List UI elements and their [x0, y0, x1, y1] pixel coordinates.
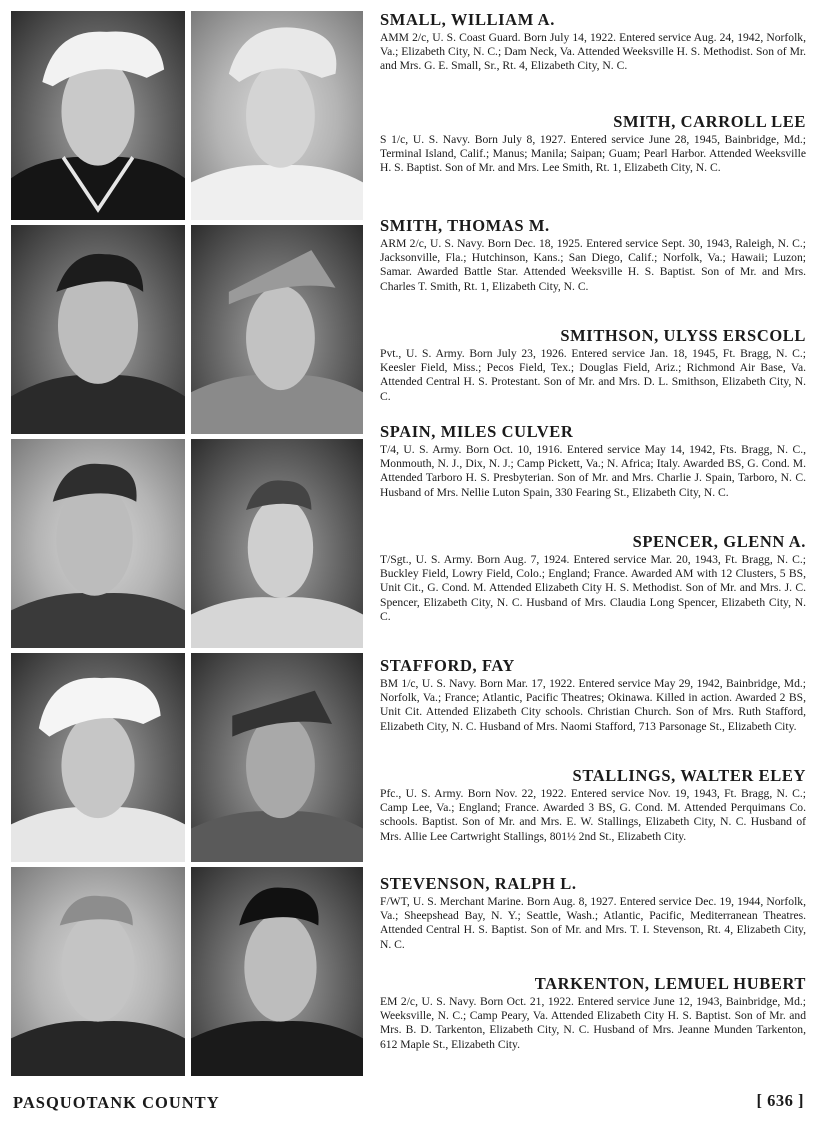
entry-spain-miles: [380, 422, 806, 532]
county-footer: PASQUOTANK COUNTY: [13, 1093, 220, 1112]
page-number: [ 636 ]: [756, 1091, 804, 1110]
entry-name: STEVENSON, RALPH L.: [380, 874, 577, 893]
entry-name: STAFFORD, FAY: [380, 656, 515, 675]
entry-stevenson-ralph: [380, 874, 806, 974]
photo-grid: [11, 11, 363, 1079]
entry-bio: S 1/c, U. S. Navy. Born July 8, 1927. Entered service June 28, 1945, Bainbridge, Md.; Terminal Island, Calif.; Manus; Manila; Saipan; Guam; Pearl Harbor. Attended Weeksville H. S. Baptist. Son of Mr. and Mrs. Lee Smith, Rt. 1, Elizabeth City, N. C.: [380, 133, 806, 175]
entry-bio: EM 2/c, U. S. Navy. Born Oct. 21, 1922. Entered service June 12, 1943, Bainbridge, Md.; Weeksville, N. C.; Camp Peary, Va. Attended Elizabeth City H. S. Baptist. Son of Mr. and Mrs. B. D. Tarkenton, Elizabeth City, N. C. Husband of Mrs. Jeanne Munden Tarkenton, 612 Maple St., Elizabeth City.: [380, 995, 806, 1051]
entry-small-william: [380, 10, 806, 112]
entry-bio: T/Sgt., U. S. Army. Born Aug. 7, 1924. Entered service Mar. 20, 1943, Ft. Bragg, N. C.; Buckley Field, Lowry Field, Colo.; England; France. Awarded AM with 12 Clusters, 5 BS, Unit Cit., G. Cond. M. Attended Elizabeth City H. S. Methodist. Son of Mr. and Mrs. J. C. Spencer, Elizabeth City, N. C. Husband of Mrs. Claudia Long Spencer, Elizabeth City, N. C.: [380, 553, 806, 623]
entry-bio: Pfc., U. S. Army. Born Nov. 22, 1922. Entered service Nov. 19, 1943, Ft. Bragg, N. C.; Camp Lee, Va.; England; France. Awarded 3 BS, G. Cond. M. Attended Perquimans Co. schools. Baptist. Son of Mr. and Mrs. E. W. Stallings, Elizabeth City, N. C. Husband of Mrs. Allie Lee Cartwright Stallings, 801½ 2nd St., Elizabeth City.: [380, 787, 806, 843]
portrait-photo-smith-thomas: [11, 225, 185, 434]
entry-smithson-ulyss: [380, 326, 806, 422]
entry-bio: T/4, U. S. Army. Born Oct. 10, 1916. Entered service May 14, 1942, Fts. Bragg, N. C., Monmouth, N. J., Dix, N. J.; Camp Pickett, Va.; N. Africa; Italy. Awarded BS, G. Cond. M. Attended Tarboro H. S. Presbyterian. Son of Mr. and Mrs. Charlie J. Spain, Tarboro, N. C. Husband of Mrs. Nellie Luton Spain, 330 Fearing St., Elizabeth City, N. C.: [380, 443, 806, 499]
portrait-photo-stevenson-ralph: [11, 867, 185, 1076]
portrait-photo-smith-carroll: [191, 11, 363, 220]
entry-smith-thomas: [380, 216, 806, 326]
entry-bio: ARM 2/c, U. S. Navy. Born Dec. 18, 1925. Entered service Sept. 30, 1943, Raleigh, N. C.; Jacksonville, Fla.; Hutchinson, Kans.; San Diego, Calif.; Norfolk, Va.; Hawaii; Luzon; Samar. Awarded Battle Star. Attended Weeksville H. S. Baptist. Son of Mr. and Mrs. Charles T. Smith, Rt. 1, Elizabeth City, N. C.: [380, 237, 806, 293]
entry-tarkenton-lemuel: [380, 974, 806, 1052]
portrait-photo-spencer-glenn: [191, 439, 363, 648]
entry-bio: Pvt., U. S. Army. Born July 23, 1926. Entered service Jan. 18, 1945, Ft. Bragg, N. C.; Keesler Field, Miss.; Pecos Field, Tex.; Douglas Field, Ariz.; Richmond Air Base, Va. Attended Central H. S. Protestant. Son of Mr. and Mrs. D. L. Smithson, Elizabeth City, N. C.: [380, 347, 806, 403]
entry-stallings-walter: [380, 766, 806, 874]
portrait-photo-stallings-walter: [191, 653, 363, 862]
entry-name: SPAIN, MILES CULVER: [380, 422, 574, 441]
portrait-photo-small-william: [11, 11, 185, 220]
portrait-photo-spain-miles: [11, 439, 185, 648]
entry-bio: BM 1/c, U. S. Navy. Born Mar. 17, 1922. Entered service May 29, 1942, Bainbridge, Md.; Norfolk, Va.; France; Atlantic, Pacific Theatres; Okinawa. Killed in action. Awarded 2 BS, Unit Cit. Attended Elizabeth City schools. Christian Church. Son of Mrs. Ruth Stafford, Elizabeth City, N. C. Husband of Mrs. Naomi Stafford, 713 Parsonage St., Elizabeth City.: [380, 677, 806, 733]
entry-name: SMALL, WILLIAM A.: [380, 10, 555, 29]
portrait-photo-tarkenton-lemuel: [191, 867, 363, 1076]
portrait-photo-stafford-fay: [11, 653, 185, 862]
entry-smith-carroll: [380, 112, 806, 216]
entry-bio: F/WT, U. S. Merchant Marine. Born Aug. 8, 1927. Entered service Dec. 19, 1944, Norfolk, Va.; Sheepshead Bay, N. Y.; Seattle, Wash.; Atlantic, Pacific, Mediterranean Theatres. Attended Central H. S. Baptist. Son of Mr. and Mrs. T. I. Stevenson, Rt. 4, Elizabeth City, N. C.: [380, 895, 806, 951]
entry-name: SMITH, CARROLL LEE: [613, 112, 806, 131]
entry-name: SMITHSON, ULYSS ERSCOLL: [560, 326, 806, 345]
entry-name: SPENCER, GLENN A.: [632, 532, 806, 551]
entry-bio: AMM 2/c, U. S. Coast Guard. Born July 14, 1922. Entered service Aug. 24, 1942, Norfolk, Va.; Elizabeth City, N. C.; Dam Neck, Va. Attended Weeksville H. S. Methodist. Son of Mr. and Mrs. G. E. Small, Sr., Rt. 4, Elizabeth City, N. C.: [380, 31, 806, 73]
entries-column: [380, 10, 806, 1052]
entry-name: STALLINGS, WALTER ELEY: [572, 766, 806, 785]
entry-name: SMITH, THOMAS M.: [380, 216, 550, 235]
entry-spencer-glenn: [380, 532, 806, 656]
portrait-photo-smithson-ulyss: [191, 225, 363, 434]
entry-name: TARKENTON, LEMUEL HUBERT: [534, 974, 806, 993]
entry-stafford-fay: [380, 656, 806, 766]
